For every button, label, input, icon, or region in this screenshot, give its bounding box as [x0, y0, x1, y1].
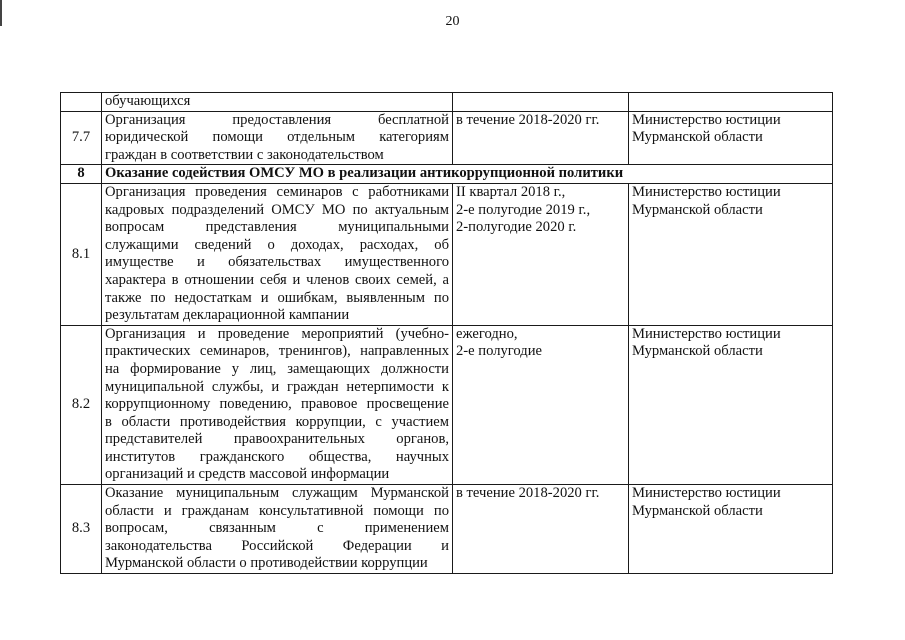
- table-row: [61, 111, 833, 165]
- item-description-line: Организация предоставления бесплатной: [105, 111, 449, 128]
- item-description-line: коррупционному поведению, правовое просвещение: [105, 396, 449, 413]
- item-description-line: институтов гражданского общества, научных: [105, 448, 449, 465]
- item-description: [102, 485, 453, 574]
- item-period-line: в течение 2018-2020 гг.: [456, 485, 600, 502]
- item-description-line: законодательства Российской Федерации и: [105, 537, 449, 554]
- item-number: 7.7: [61, 111, 102, 165]
- item-period: [453, 183, 629, 325]
- item-description-line: Мурманской области о противодействии коррупции: [105, 555, 428, 572]
- section-row: [61, 165, 833, 184]
- item-responsible-line: Министерство юстиции: [632, 325, 781, 342]
- item-description-line: граждан в соответствии с законодательством: [105, 146, 384, 163]
- item-description-line: вопросам, связанным с применением: [105, 520, 449, 537]
- table-row: [61, 485, 833, 574]
- section-number: 8: [61, 165, 102, 184]
- item-responsible-line: Министерство юстиции: [632, 111, 781, 128]
- item-description-line: кадровых подразделений ОМСУ МО по актуальным: [105, 201, 449, 218]
- item-description-line: в области противодействия коррупции, с участием: [105, 413, 449, 430]
- item-description: [102, 325, 453, 484]
- item-description-line: обучающихся: [105, 93, 191, 109]
- item-description-line: Оказание муниципальным служащим Мурманской: [105, 485, 449, 502]
- item-responsible: [629, 93, 833, 112]
- item-period-line: II квартал 2018 г.,: [456, 183, 566, 200]
- item-responsible: [629, 183, 833, 325]
- item-description: [102, 111, 453, 165]
- item-description-line: служащими сведений о доходах, расходах, об: [105, 236, 449, 253]
- item-description: [102, 93, 453, 112]
- item-responsible-line: Мурманской области: [632, 343, 763, 360]
- item-description-line: муниципальной службы, и граждан нетерпимости к: [105, 378, 449, 395]
- item-responsible: [629, 111, 833, 165]
- item-description-line: практических семинаров, тренингов), направленных: [105, 343, 449, 360]
- item-responsible: [629, 485, 833, 574]
- item-description-line: вопросам представления муниципальными: [105, 219, 449, 236]
- item-number: 8.1: [61, 183, 102, 325]
- item-period-line: ежегодно,: [456, 325, 518, 342]
- item-period: [453, 325, 629, 484]
- item-number: [61, 93, 102, 112]
- item-description-line: области и гражданам консультативной помощи по: [105, 502, 449, 519]
- table-row: [61, 325, 833, 484]
- item-description-line: организаций и средств массовой информации: [105, 466, 390, 483]
- item-description-line: представителей правоохранительных органов,: [105, 431, 449, 448]
- item-responsible-line: Мурманской области: [632, 502, 763, 519]
- item-period: [453, 93, 629, 112]
- item-description-line: также по недостаткам и ошибкам, выявленным по: [105, 289, 449, 306]
- item-period: [453, 485, 629, 574]
- item-number: 8.3: [61, 485, 102, 574]
- item-period-line: 2-полугодие 2020 г.: [456, 219, 577, 236]
- item-period: [453, 111, 629, 165]
- item-description-line: характера в отношении себя и членов своих семей, а: [105, 271, 449, 288]
- item-responsible-line: Министерство юстиции: [632, 485, 781, 502]
- item-description-line: Организация и проведение мероприятий (учебно-: [105, 325, 449, 342]
- item-description: [102, 183, 453, 325]
- item-responsible: [629, 325, 833, 484]
- item-description-line: результатам декларационной кампании: [105, 307, 350, 324]
- measures-table: [60, 92, 833, 574]
- table-body: [61, 93, 833, 574]
- section-title: Оказание содействия ОМСУ МО в реализации антикоррупционной политики: [102, 165, 833, 184]
- table-row: [61, 183, 833, 325]
- item-responsible-line: Мурманской области: [632, 129, 763, 146]
- item-description-line: Организация проведения семинаров с работниками: [105, 183, 449, 200]
- item-number: 8.2: [61, 325, 102, 484]
- table-row: [61, 93, 833, 112]
- item-period-line: 2-е полугодие: [456, 343, 542, 360]
- item-description-line: на формирование у лиц, замещающих должности: [105, 360, 449, 377]
- item-description-line: имуществе и обязательствах имущественного: [105, 254, 449, 271]
- page-number: 20: [445, 14, 460, 29]
- item-responsible-line: Министерство юстиции: [632, 183, 781, 200]
- item-responsible-line: Мурманской области: [632, 201, 763, 218]
- item-description-line: юридической помощи отдельным категориям: [105, 129, 449, 146]
- item-period-line: в течение 2018-2020 гг.: [456, 111, 600, 128]
- item-period-line: 2-е полугодие 2019 г.,: [456, 201, 591, 218]
